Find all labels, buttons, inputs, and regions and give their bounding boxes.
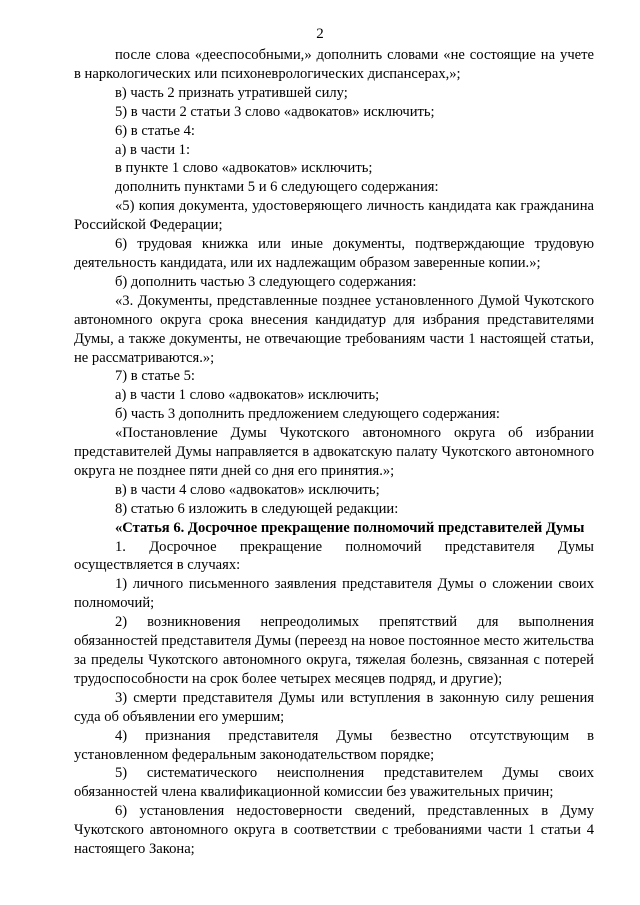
paragraph-add-points: дополнить пунктами 5 и 6 следующего содержания:	[115, 179, 439, 196]
paragraph-item-7-v: в) в части 4 слово «адвокатов» исключить;	[115, 481, 380, 498]
paragraph-quoted-point-5: «5) копия документа, удостоверяющего личность кандидата как гражданина Российской Федерации;	[74, 198, 594, 234]
paragraph-case-3: 3) смерти представителя Думы или вступления в законную силу решения суда об объявлении его умершим;	[74, 689, 594, 725]
paragraph-point-1: в пункте 1 слово «адвокатов» исключить;	[115, 160, 373, 177]
paragraph-subitem-a: а) в части 1:	[115, 141, 191, 158]
paragraph-article-6-part-1: 1. Досрочное прекращение полномочий представителя Думы осуществляется в случаях:	[74, 538, 594, 574]
paragraph-case-1: 1) личного письменного заявления представителя Думы о сложении своих полномочий;	[74, 576, 594, 612]
paragraph-case-4: 4) признания представителя Думы безвестно отсутствующим в установленном федеральным законодательством порядке;	[74, 727, 594, 763]
paragraph-quoted-point-6: 6) трудовая книжка или иные документы, подтверждающие трудовую деятельность кандидата, или их надлежащим образом заверенные копии.»;	[74, 236, 594, 271]
paragraph-item-7-b: б) часть 3 дополнить предложением следующего содержания:	[115, 406, 500, 423]
paragraph-case-2: 2) возникновения непреодолимых препятствий для выполнения обязанностей представителя Думы (переезд на новое постоянное место жительства за пределы Чукотского автономного округа, тяжелая болезнь, связанная с потерей трудоспособности на срок более четырех месяцев подряд, и другие);	[74, 614, 594, 687]
paragraph-quoted-resolution: «Постановление Думы Чукотского автономного округа об избрании представителей Думы направляется в адвокатскую палату Чукотского автономного округа не позднее пяти дней со дня его принятия.»;	[74, 425, 594, 479]
paragraph-item-8: 8) статью 6 изложить в следующей редакции:	[115, 500, 399, 517]
paragraph-item-7: 7) в статье 5:	[115, 368, 195, 385]
paragraph-subitem-b: б) дополнить частью 3 следующего содержания:	[115, 273, 417, 290]
paragraph-case-5: 5) систематического неисполнения представителем Думы своих обязанностей члена квалификационной комиссии без уважительных причин;	[74, 765, 594, 801]
page-number: 2	[316, 26, 324, 42]
document-body	[74, 46, 594, 859]
paragraph-case-6: 6) установления недостоверности сведений, представленных в Думу Чукотского автономного округа в соответствии с требованиями части 1 статьи 4 настоящего Закона;	[74, 803, 594, 858]
paragraph-amendment-legal-capacity: после слова «дееспособными,» дополнить словами «не состоящие на учете в наркологических или психоневрологических диспансерах,»;	[74, 47, 594, 82]
paragraph-subitem-v: в) часть 2 признать утратившей силу;	[115, 84, 348, 101]
paragraph-quoted-part-3: «3. Документы, представленные позднее установленного Думой Чукотского автономного округа срока внесения кандидатур для избрания представителями Думы, а также документы, не отвечающие требованиям части 1 настоящей статьи, не рассматриваются.»;	[74, 292, 594, 366]
paragraph-item-6: 6) в статье 4:	[115, 122, 195, 139]
paragraph-item-5: 5) в части 2 статьи 3 слово «адвокатов» исключить;	[115, 103, 435, 120]
article-6-heading: «Статья 6. Досрочное прекращение полномочий представителей Думы	[115, 519, 585, 536]
paragraph-item-7-a: а) в части 1 слово «адвокатов» исключить;	[115, 387, 380, 404]
